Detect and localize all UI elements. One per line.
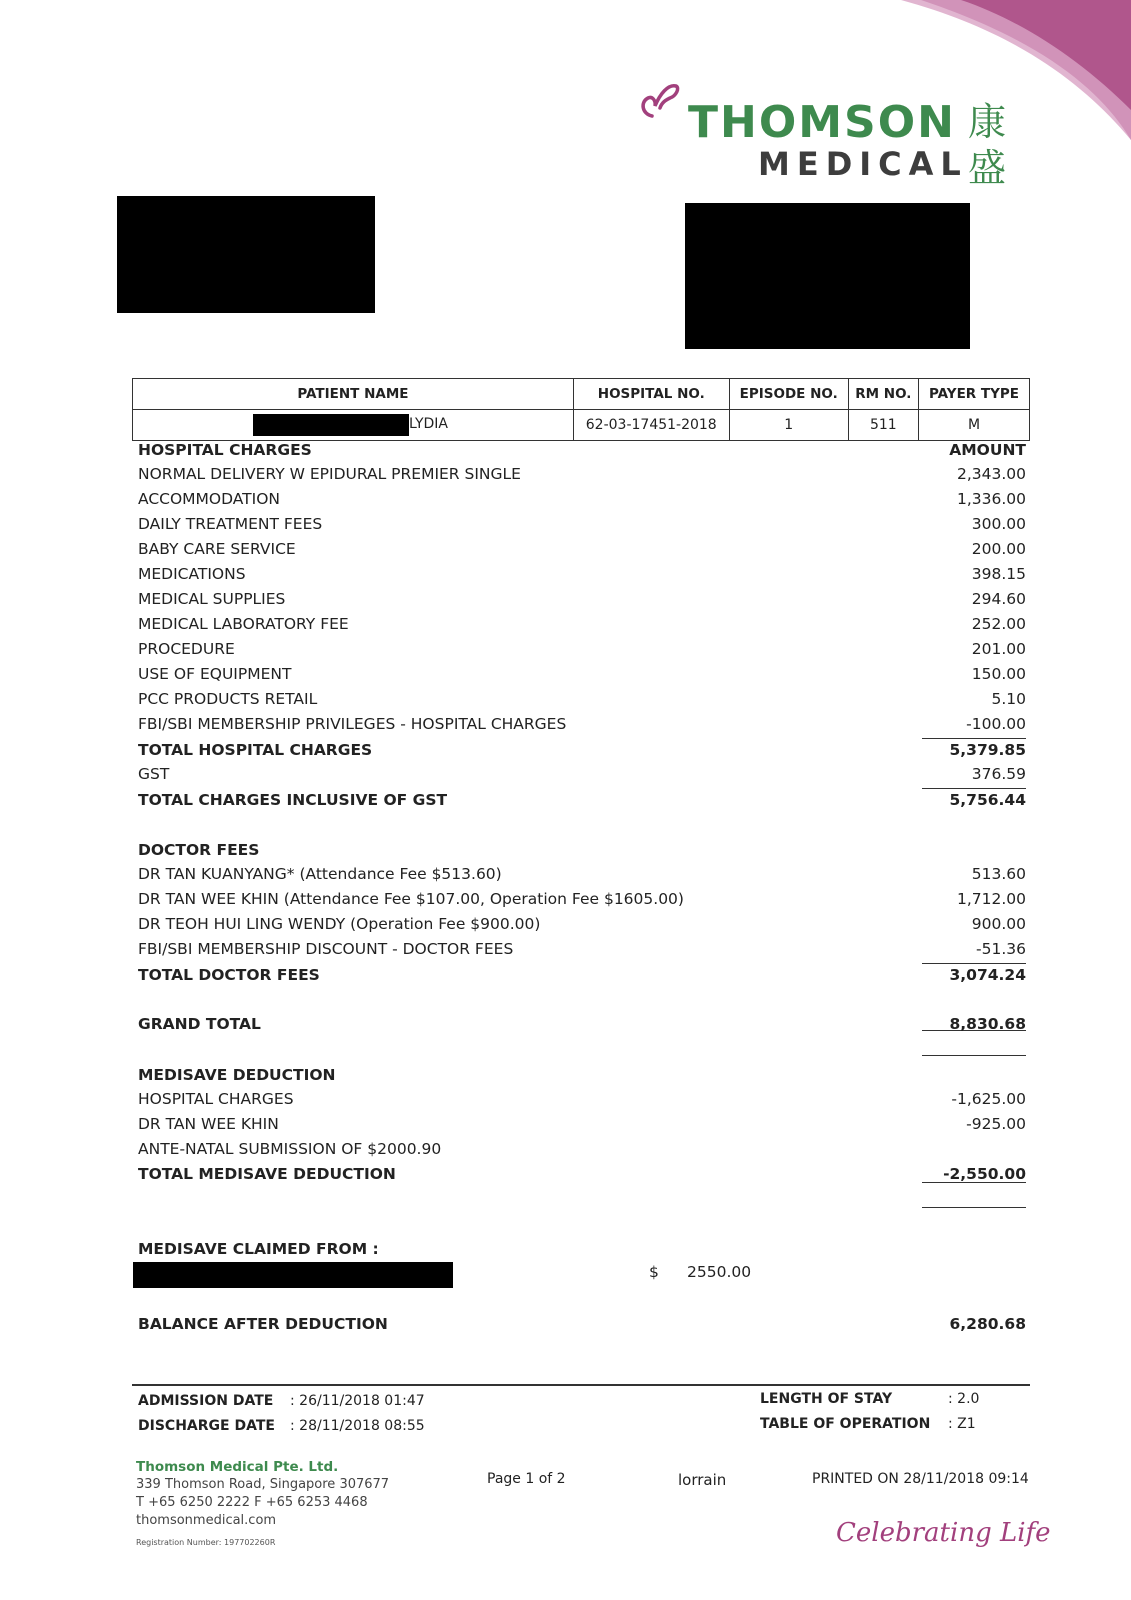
brand-chinese-top: 康: [968, 100, 1007, 144]
item-label: FBI/SBI MEMBERSHIP PRIVILEGES - HOSPITAL CHARGES: [138, 715, 567, 733]
company-website: thomsonmedical.com: [136, 1513, 277, 1528]
line-item: [138, 1112, 1026, 1136]
line-item: [138, 1137, 1026, 1161]
redaction-block: [253, 414, 409, 436]
item-amount: 150.00: [971, 665, 1026, 683]
claimed-amount: 2550.00: [687, 1263, 752, 1281]
total-doctor-fees-row: [138, 963, 1026, 987]
medisave-heading: MEDISAVE DEDUCTION: [138, 1066, 336, 1084]
redaction-block: [117, 196, 375, 313]
fax-number: +65 6253 4468: [265, 1495, 368, 1510]
item-amount: -925.00: [966, 1115, 1026, 1133]
hospital-charges-heading-row: [138, 438, 1026, 462]
total-doctor-fees-label: TOTAL DOCTOR FEES: [138, 966, 320, 984]
table-of-operation-value: : Z1: [948, 1416, 976, 1432]
item-label: ANTE-NATAL SUBMISSION OF $2000.90: [138, 1140, 442, 1158]
item-label: DR TAN KUANYANG* (Attendance Fee $513.60): [138, 865, 502, 883]
line-item: [138, 462, 1026, 486]
total-hospital-charges-label: TOTAL HOSPITAL CHARGES: [138, 741, 373, 759]
phone-number: +65 6250 2222: [148, 1495, 250, 1510]
gst-amount: 376.59: [971, 765, 1026, 783]
item-label: MEDICATIONS: [138, 565, 246, 583]
discharge-date-value: : 28/11/2018 08:55: [290, 1418, 425, 1434]
butterfly-logo-icon: [638, 80, 680, 120]
col-hospital-no: HOSPITAL NO.: [573, 379, 729, 410]
item-label: MEDICAL SUPPLIES: [138, 590, 286, 608]
balance-amount: 6,280.68: [949, 1315, 1026, 1333]
divider: [132, 1384, 1030, 1386]
item-amount: 513.60: [971, 865, 1026, 883]
tagline: Celebrating Life: [836, 1518, 1051, 1548]
hospital-charges-heading: HOSPITAL CHARGES: [138, 441, 312, 459]
total-doctor-fees-amount: 3,074.24: [949, 966, 1026, 984]
item-amount: -51.36: [976, 940, 1026, 958]
line-item: [138, 912, 1026, 936]
brand-name-top: THOMSON: [688, 97, 956, 148]
grand-total-amount: 8,830.68: [949, 1015, 1026, 1033]
rm-no-value: 511: [848, 410, 918, 441]
total-underline: [922, 1055, 1026, 1056]
item-label: NORMAL DELIVERY W EPIDURAL PREMIER SINGLE: [138, 465, 521, 483]
brand-chinese-bottom: 盛: [968, 146, 1007, 190]
line-item: [138, 687, 1026, 711]
fax-label: F: [254, 1495, 262, 1510]
total-medisave-amount: -2,550.00: [943, 1165, 1026, 1183]
col-rm-no: RM NO.: [848, 379, 918, 410]
line-item: [138, 612, 1026, 636]
patient-name-cell: [133, 410, 574, 441]
item-label: PROCEDURE: [138, 640, 235, 658]
medisave-claimed-row: [138, 1237, 1026, 1261]
total-medisave-label: TOTAL MEDISAVE DEDUCTION: [138, 1165, 396, 1183]
doctor-fees-heading: DOCTOR FEES: [138, 841, 260, 859]
col-payer-type: PAYER TYPE: [918, 379, 1029, 410]
table-of-operation-label: TABLE OF OPERATION: [760, 1416, 931, 1432]
item-amount: 300.00: [971, 515, 1026, 533]
item-label: DR TAN WEE KHIN: [138, 1115, 279, 1133]
printed-on: PRINTED ON 28/11/2018 09:14: [812, 1471, 1029, 1487]
grand-total-label: GRAND TOTAL: [138, 1015, 261, 1033]
line-item: [138, 937, 1026, 961]
registration-number: Registration Number: 197702260R: [136, 1538, 276, 1547]
item-label: HOSPITAL CHARGES: [138, 1090, 294, 1108]
item-amount: 2,343.00: [956, 465, 1026, 483]
total-incl-gst-amount: 5,756.44: [949, 791, 1026, 809]
redaction-block: [133, 1262, 453, 1288]
line-item: [138, 887, 1026, 911]
gst-row: [138, 762, 1026, 786]
company-name: Thomson Medical Pte. Ltd.: [136, 1459, 339, 1475]
item-label: DR TEOH HUI LING WENDY (Operation Fee $900.00): [138, 915, 541, 933]
line-item: [138, 512, 1026, 536]
company-phone: [136, 1495, 368, 1510]
line-item: [138, 562, 1026, 586]
medisave-claimed-label: MEDISAVE CLAIMED FROM :: [138, 1240, 379, 1258]
item-label: BABY CARE SERVICE: [138, 540, 296, 558]
total-underline: [922, 1207, 1026, 1208]
line-item: [138, 537, 1026, 561]
doctor-fees-heading-row: [138, 838, 1026, 862]
line-item: [138, 862, 1026, 886]
line-item: [138, 1087, 1026, 1111]
line-item: [138, 587, 1026, 611]
line-item: [138, 487, 1026, 511]
total-hospital-charges-amount: 5,379.85: [949, 741, 1026, 759]
total-hospital-charges-row: [138, 738, 1026, 762]
item-label: DR TAN WEE KHIN (Attendance Fee $107.00, Operation Fee $1605.00): [138, 890, 684, 908]
phone-label: T: [136, 1495, 144, 1510]
grand-total-row: [138, 1012, 1026, 1036]
amount-heading: AMOUNT: [949, 441, 1026, 459]
redaction-block: [685, 203, 970, 349]
item-amount: 1,336.00: [956, 490, 1026, 508]
company-address: 339 Thomson Road, Singapore 307677: [136, 1477, 390, 1492]
item-label: MEDICAL LABORATORY FEE: [138, 615, 349, 633]
patient-info-table: [132, 378, 1030, 441]
gst-label: GST: [138, 765, 170, 783]
episode-no-value: 1: [729, 410, 848, 441]
col-episode-no: EPISODE NO.: [729, 379, 848, 410]
item-amount: 1,712.00: [956, 890, 1026, 908]
total-incl-gst-label: TOTAL CHARGES INCLUSIVE OF GST: [138, 791, 448, 809]
item-label: ACCOMMODATION: [138, 490, 281, 508]
balance-label: BALANCE AFTER DEDUCTION: [138, 1315, 388, 1333]
item-amount: 294.60: [971, 590, 1026, 608]
item-amount: -100.00: [966, 715, 1026, 733]
item-label: FBI/SBI MEMBERSHIP DISCOUNT - DOCTOR FEES: [138, 940, 514, 958]
brand-name-bottom: MEDICAL: [758, 145, 968, 183]
length-of-stay-value: : 2.0: [948, 1391, 980, 1407]
hospital-no-value: 62-03-17451-2018: [573, 410, 729, 441]
item-amount: 900.00: [971, 915, 1026, 933]
discharge-date-label: DISCHARGE DATE: [138, 1418, 275, 1434]
item-amount: 200.00: [971, 540, 1026, 558]
item-amount: 201.00: [971, 640, 1026, 658]
col-patient-name: PATIENT NAME: [133, 379, 574, 410]
payer-type-value: M: [918, 410, 1029, 441]
length-of-stay-label: LENGTH OF STAY: [760, 1391, 893, 1407]
total-incl-gst-row: [138, 788, 1026, 812]
claimed-currency: $: [649, 1263, 659, 1281]
admission-date-label: ADMISSION DATE: [138, 1393, 274, 1409]
item-amount: 398.15: [971, 565, 1026, 583]
line-item: [138, 712, 1026, 736]
medisave-heading-row: [138, 1063, 1026, 1087]
balance-row: [138, 1312, 1026, 1336]
printed-by-user: lorrain: [678, 1471, 727, 1489]
line-item: [138, 662, 1026, 686]
admission-date-value: : 26/11/2018 01:47: [290, 1393, 425, 1409]
item-label: PCC PRODUCTS RETAIL: [138, 690, 318, 708]
item-label: DAILY TREATMENT FEES: [138, 515, 323, 533]
item-label: USE OF EQUIPMENT: [138, 665, 292, 683]
item-amount: 5.10: [991, 690, 1026, 708]
item-amount: -1,625.00: [951, 1090, 1026, 1108]
total-medisave-row: [138, 1162, 1026, 1186]
page-number: Page 1 of 2: [487, 1471, 566, 1487]
item-amount: 252.00: [971, 615, 1026, 633]
patient-name-value: LYDIA: [409, 416, 448, 432]
line-item: [138, 637, 1026, 661]
